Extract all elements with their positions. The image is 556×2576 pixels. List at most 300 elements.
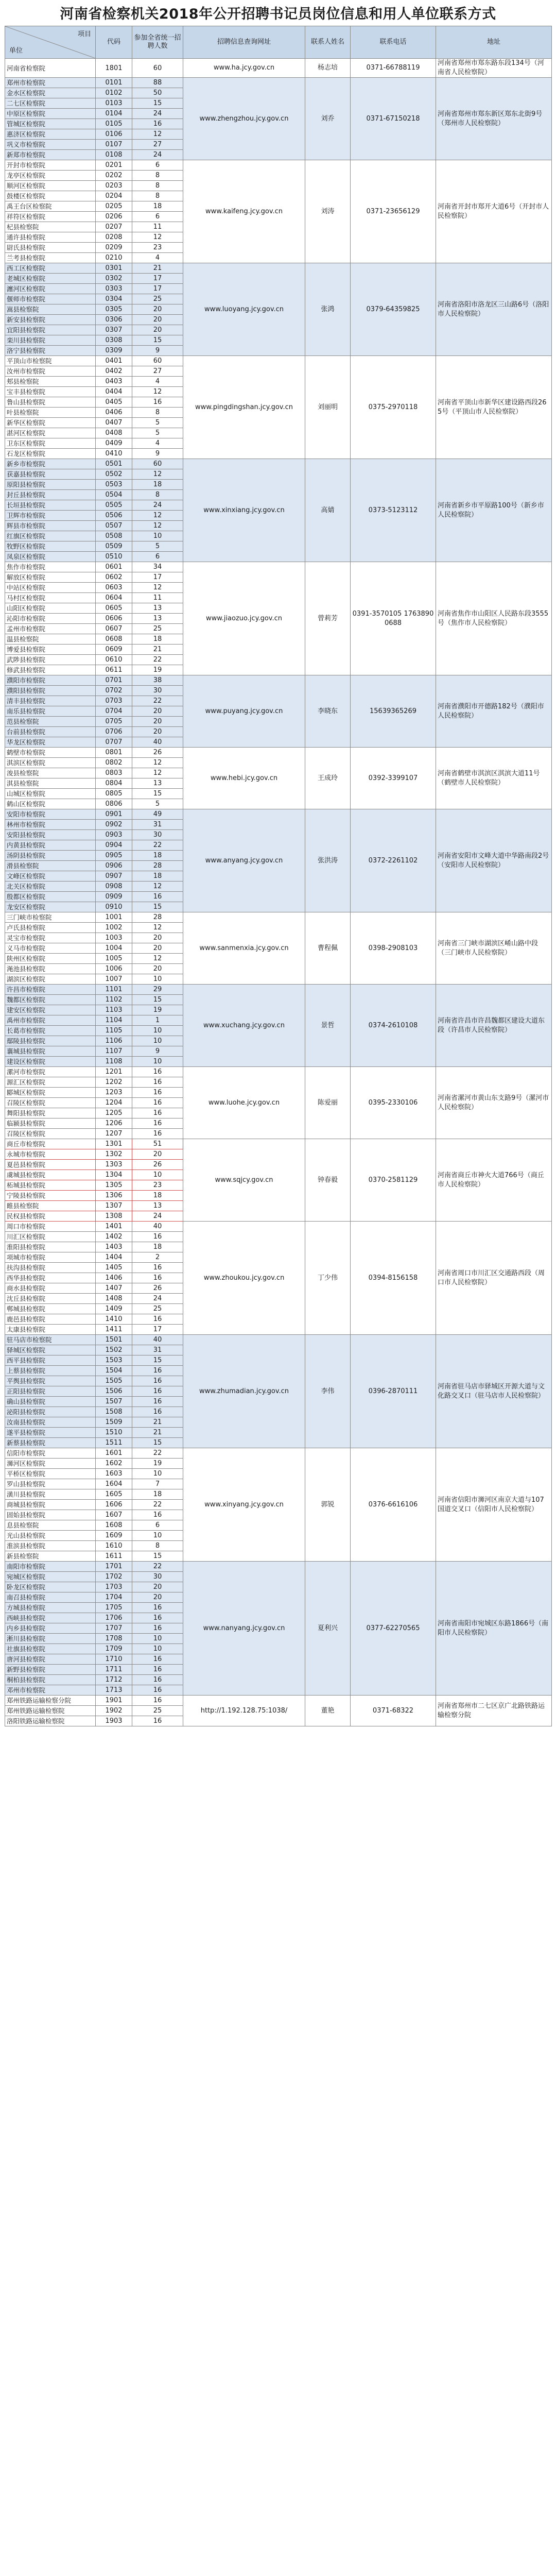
contact-name-cell: 张鸿 <box>305 263 351 356</box>
recruit-count-cell: 20 <box>132 1592 183 1603</box>
contact-phone-cell: 15639365269 <box>351 675 436 748</box>
unit-name-cell: 遂平县检察院 <box>5 1428 96 1438</box>
unit-name-cell: 新安县检察院 <box>5 315 96 325</box>
contact-phone-cell: 0376-6616106 <box>351 1448 436 1562</box>
site-url-cell[interactable]: www.jiaozuo.jcy.gov.cn <box>183 562 305 675</box>
unit-name-cell: 中站区检察院 <box>5 583 96 593</box>
unit-name-cell: 长葛市检察院 <box>5 1026 96 1036</box>
address-cell: 河南省商丘市神火大道766号（商丘市人民检察院） <box>436 1139 552 1222</box>
unit-name-cell: 淇滨区检察院 <box>5 758 96 768</box>
unit-code-cell: 0601 <box>96 562 132 572</box>
recruit-count-cell: 10 <box>132 1644 183 1654</box>
unit-code-cell: 0105 <box>96 119 132 129</box>
header-site: 招聘信息查询网址 <box>183 26 305 59</box>
recruit-count-cell: 12 <box>132 583 183 593</box>
recruit-count-cell: 20 <box>132 304 183 315</box>
unit-code-cell: 1510 <box>96 1428 132 1438</box>
unit-name-cell: 桐柏县检察院 <box>5 1675 96 1685</box>
unit-code-cell: 1409 <box>96 1304 132 1314</box>
unit-name-cell: 陕州区检察院 <box>5 954 96 964</box>
contact-phone-cell: 0391-3570105 17638900688 <box>351 562 436 675</box>
unit-code-cell: 1506 <box>96 1386 132 1397</box>
unit-name-cell: 山城区检察院 <box>5 789 96 799</box>
unit-code-cell: 0606 <box>96 614 132 624</box>
unit-code-cell: 0509 <box>96 541 132 552</box>
unit-code-cell: 1301 <box>96 1139 132 1149</box>
table-row <box>5 675 552 686</box>
recruit-count-cell: 30 <box>132 830 183 840</box>
unit-code-cell: 0607 <box>96 624 132 634</box>
unit-name-cell: 召陵区检察院 <box>5 1129 96 1139</box>
recruit-count-cell: 18 <box>132 1489 183 1500</box>
contact-name-cell: 高婧 <box>305 459 351 562</box>
unit-code-cell: 0506 <box>96 511 132 521</box>
recruit-count-cell: 12 <box>132 521 183 531</box>
recruit-count-cell: 12 <box>132 954 183 964</box>
contact-name-cell: 李晓东 <box>305 675 351 748</box>
header-phone: 联系电话 <box>351 26 436 59</box>
unit-code-cell: 0901 <box>96 809 132 820</box>
recruit-count-cell: 15 <box>132 995 183 1005</box>
recruit-count-cell: 11 <box>132 222 183 232</box>
unit-code-cell: 1902 <box>96 1706 132 1716</box>
unit-name-cell: 三门峡市检察院 <box>5 912 96 923</box>
unit-code-cell: 1503 <box>96 1355 132 1366</box>
site-url-cell[interactable]: www.xuchang.jcy.gov.cn <box>183 985 305 1067</box>
contact-phone-cell: 0394-8156158 <box>351 1222 436 1335</box>
unit-name-cell: 尉氏县检察院 <box>5 243 96 253</box>
unit-name-cell: 上蔡县检察院 <box>5 1366 96 1376</box>
unit-code-cell: 1610 <box>96 1541 132 1551</box>
unit-name-cell: 息县检察院 <box>5 1520 96 1531</box>
recruit-count-cell: 13 <box>132 603 183 614</box>
unit-name-cell: 栾川县检察院 <box>5 335 96 346</box>
unit-code-cell: 1507 <box>96 1397 132 1407</box>
unit-name-cell: 开封市检察院 <box>5 160 96 171</box>
recruit-count-cell: 50 <box>132 88 183 98</box>
site-url-cell[interactable]: www.ha.jcy.gov.cn <box>183 59 305 78</box>
recruit-count-cell: 20 <box>132 727 183 737</box>
unit-name-cell: 周口市检察院 <box>5 1222 96 1232</box>
unit-name-cell: 襄城县检察院 <box>5 1046 96 1057</box>
unit-code-cell: 1207 <box>96 1129 132 1139</box>
unit-name-cell: 管城区检察院 <box>5 119 96 129</box>
recruit-count-cell: 25 <box>132 1304 183 1314</box>
unit-name-cell: 项城市检察院 <box>5 1252 96 1263</box>
contact-name-cell: 郭锐 <box>305 1448 351 1562</box>
recruit-count-cell: 10 <box>132 1634 183 1644</box>
unit-code-cell: 0308 <box>96 335 132 346</box>
recruit-count-cell: 60 <box>132 59 183 78</box>
unit-name-cell: 安阳县检察院 <box>5 830 96 840</box>
unit-code-cell: 0503 <box>96 480 132 490</box>
unit-name-cell: 郏县检察院 <box>5 377 96 387</box>
header-row <box>5 26 552 59</box>
unit-code-cell: 0703 <box>96 696 132 706</box>
unit-code-cell: 0303 <box>96 284 132 294</box>
unit-name-cell: 新县检察院 <box>5 1551 96 1562</box>
unit-name-cell: 新华区检察院 <box>5 418 96 428</box>
unit-code-cell: 1901 <box>96 1696 132 1706</box>
address-cell: 河南省南阳市宛城区东路1866号（南阳市人民检察院） <box>436 1562 552 1696</box>
unit-name-cell: 漯河市检察院 <box>5 1067 96 1077</box>
unit-code-cell: 0305 <box>96 304 132 315</box>
site-url-cell[interactable]: www.xinyang.jcy.gov.cn <box>183 1448 305 1562</box>
unit-code-cell: 0602 <box>96 572 132 583</box>
unit-name-cell: 信阳市检察院 <box>5 1448 96 1459</box>
unit-name-cell: 源汇区检察院 <box>5 1077 96 1088</box>
recruit-count-cell: 12 <box>132 511 183 521</box>
recruit-count-cell: 8 <box>132 191 183 201</box>
unit-code-cell: 1405 <box>96 1263 132 1273</box>
recruit-count-cell: 16 <box>132 1098 183 1108</box>
unit-code-cell: 0510 <box>96 552 132 562</box>
address-cell: 河南省焦作市山阳区人民路东段3555号（焦作市人民检察院） <box>436 562 552 675</box>
recruit-count-cell: 15 <box>132 98 183 109</box>
unit-code-cell: 0805 <box>96 789 132 799</box>
recruit-count-cell: 6 <box>132 552 183 562</box>
unit-name-cell: 卫东区检察院 <box>5 438 96 449</box>
unit-code-cell: 1102 <box>96 995 132 1005</box>
site-url-cell[interactable]: www.hebi.jcy.gov.cn <box>183 748 305 809</box>
unit-code-cell: 0302 <box>96 274 132 284</box>
unit-code-cell: 1106 <box>96 1036 132 1046</box>
recruit-count-cell: 18 <box>132 851 183 861</box>
unit-code-cell: 1504 <box>96 1366 132 1376</box>
recruit-count-cell: 8 <box>132 171 183 181</box>
recruit-count-cell: 16 <box>132 1510 183 1520</box>
unit-name-cell: 郑州市检察院 <box>5 78 96 88</box>
contact-name-cell: 王成玲 <box>305 748 351 809</box>
unit-name-cell: 淇县检察院 <box>5 778 96 789</box>
recruit-count-cell: 24 <box>132 500 183 511</box>
unit-code-cell: 1108 <box>96 1057 132 1067</box>
address-cell: 河南省郑州市郑东路东段134号（河南省人民检察院） <box>436 59 552 78</box>
unit-name-cell: 禹王台区检察院 <box>5 201 96 212</box>
unit-code-cell: 0301 <box>96 263 132 274</box>
unit-name-cell: 石龙区检察院 <box>5 449 96 459</box>
recruit-count-cell: 6 <box>132 212 183 222</box>
unit-code-cell: 0103 <box>96 98 132 109</box>
site-url-cell[interactable]: www.pingdingshan.jcy.gov.cn <box>183 356 305 459</box>
unit-code-cell: 0101 <box>96 78 132 88</box>
unit-name-cell: 濮阳市检察院 <box>5 675 96 686</box>
unit-code-cell: 0504 <box>96 490 132 500</box>
unit-name-cell: 郾城区检察院 <box>5 1088 96 1098</box>
recruit-count-cell: 15 <box>132 1355 183 1366</box>
recruit-count-cell: 16 <box>132 397 183 408</box>
unit-code-cell: 0907 <box>96 871 132 882</box>
recruit-count-cell: 22 <box>132 840 183 851</box>
unit-code-cell: 0210 <box>96 253 132 263</box>
unit-name-cell: 灵宝市检察院 <box>5 933 96 943</box>
unit-name-cell: 内乡县检察院 <box>5 1623 96 1634</box>
unit-code-cell: 0903 <box>96 830 132 840</box>
site-url-cell[interactable]: www.luohe.jcy.gov.cn <box>183 1067 305 1139</box>
contact-name-cell: 杨志培 <box>305 59 351 78</box>
unit-name-cell: 获嘉县检察院 <box>5 469 96 480</box>
unit-name-cell: 偃师市检察院 <box>5 294 96 304</box>
unit-name-cell: 牧野区检察院 <box>5 541 96 552</box>
site-url-cell[interactable]: www.luoyang.jcy.gov.cn <box>183 263 305 356</box>
site-url-cell[interactable]: www.anyang.jcy.gov.cn <box>183 809 305 912</box>
unit-code-cell: 0802 <box>96 758 132 768</box>
site-url-cell[interactable]: www.puyang.jcy.gov.cn <box>183 675 305 748</box>
unit-code-cell: 1509 <box>96 1417 132 1428</box>
unit-code-cell: 1006 <box>96 964 132 974</box>
unit-name-cell: 平舆县检察院 <box>5 1376 96 1386</box>
table-row <box>5 985 552 995</box>
recruit-count-cell: 9 <box>132 449 183 459</box>
recruit-count-cell: 26 <box>132 1160 183 1170</box>
unit-name-cell: 魏都区检察院 <box>5 995 96 1005</box>
recruit-count-cell: 15 <box>132 902 183 912</box>
recruit-count-cell: 18 <box>132 201 183 212</box>
recruit-count-cell: 5 <box>132 418 183 428</box>
recruit-count-cell: 24 <box>132 150 183 160</box>
recruit-count-cell: 40 <box>132 1222 183 1232</box>
recruit-count-cell: 23 <box>132 243 183 253</box>
unit-name-cell: 召陵区检察院 <box>5 1098 96 1108</box>
recruit-count-cell: 23 <box>132 1180 183 1191</box>
unit-code-cell: 0906 <box>96 861 132 871</box>
page-title: 河南省检察机关2018年公开招聘书记员岗位信息和用人单位联系方式 <box>60 6 496 22</box>
recruit-count-cell: 10 <box>132 1036 183 1046</box>
unit-name-cell: 太康县检察院 <box>5 1325 96 1335</box>
recruit-count-cell: 22 <box>132 1562 183 1572</box>
unit-name-cell: 商水县检察院 <box>5 1283 96 1294</box>
unit-code-cell: 1104 <box>96 1015 132 1026</box>
recruit-count-cell: 16 <box>132 1077 183 1088</box>
recruit-count-cell: 4 <box>132 377 183 387</box>
unit-name-cell: 二七区检察院 <box>5 98 96 109</box>
unit-name-cell: 驿城区检察院 <box>5 1345 96 1355</box>
unit-name-cell: 封丘县检察院 <box>5 490 96 500</box>
contact-name-cell: 曹程佩 <box>305 912 351 985</box>
recruit-count-cell: 16 <box>132 1108 183 1118</box>
recruit-count-cell: 10 <box>132 1469 183 1479</box>
table-row <box>5 748 552 758</box>
unit-name-cell: 顺河区检察院 <box>5 181 96 191</box>
unit-name-cell: 山阳区检察院 <box>5 603 96 614</box>
unit-name-cell: 商丘市检察院 <box>5 1139 96 1149</box>
contact-name-cell: 陈爱丽 <box>305 1067 351 1139</box>
recruit-count-cell: 21 <box>132 263 183 274</box>
contact-name-cell: 夏利兴 <box>305 1562 351 1696</box>
unit-code-cell: 1402 <box>96 1232 132 1242</box>
unit-name-cell: 红旗区检察院 <box>5 531 96 541</box>
unit-name-cell: 湛河区检察院 <box>5 428 96 438</box>
unit-code-cell: 0505 <box>96 500 132 511</box>
unit-code-cell: 1410 <box>96 1314 132 1325</box>
recruit-count-cell: 60 <box>132 356 183 366</box>
recruit-count-cell: 16 <box>132 1716 183 1726</box>
unit-code-cell: 1105 <box>96 1026 132 1036</box>
site-url-cell[interactable]: www.sanmenxia.jcy.gov.cn <box>183 912 305 985</box>
contact-phone-cell: 0370-2581129 <box>351 1139 436 1222</box>
table-row <box>5 78 552 88</box>
recruit-count-cell: 88 <box>132 78 183 88</box>
recruit-count-cell: 16 <box>132 1407 183 1417</box>
unit-code-cell: 0803 <box>96 768 132 778</box>
recruit-count-cell: 24 <box>132 1294 183 1304</box>
unit-code-cell: 1005 <box>96 954 132 964</box>
unit-name-cell: 瀍河区检察院 <box>5 284 96 294</box>
recruit-count-cell: 16 <box>132 892 183 902</box>
recruit-count-cell: 12 <box>132 923 183 933</box>
unit-name-cell: 泌阳县检察院 <box>5 1407 96 1417</box>
recruit-count-cell: 19 <box>132 1459 183 1469</box>
unit-name-cell: 平桥区检察院 <box>5 1469 96 1479</box>
unit-code-cell: 1205 <box>96 1108 132 1118</box>
unit-name-cell: 清丰县检察院 <box>5 696 96 706</box>
recruit-count-cell: 16 <box>132 1376 183 1386</box>
unit-name-cell: 渑池县检察院 <box>5 964 96 974</box>
address-cell: 河南省郑州市二七区京广北路铁路运输检察分院 <box>436 1696 552 1726</box>
contact-phone-cell: 0373-5123112 <box>351 459 436 562</box>
unit-name-cell: 博爱县检察院 <box>5 645 96 655</box>
unit-name-cell: 原阳县检察院 <box>5 480 96 490</box>
recruit-count-cell: 9 <box>132 346 183 356</box>
recruit-count-cell: 17 <box>132 284 183 294</box>
address-cell: 河南省周口市川汇区交通路西段（周口市人民检察院） <box>436 1222 552 1335</box>
unit-name-cell: 洛宁县检察院 <box>5 346 96 356</box>
site-url-cell[interactable]: www.kaifeng.jcy.gov.cn <box>183 160 305 263</box>
table-row <box>5 562 552 572</box>
unit-name-cell: 扶沟县检察院 <box>5 1263 96 1273</box>
table-row <box>5 356 552 366</box>
address-cell: 河南省新乡市平原路100号（新乡市人民检察院） <box>436 459 552 562</box>
unit-code-cell: 1607 <box>96 1510 132 1520</box>
recruit-count-cell: 16 <box>132 1665 183 1675</box>
recruit-count-cell: 16 <box>132 1067 183 1077</box>
unit-code-cell: 0801 <box>96 748 132 758</box>
site-url-cell[interactable]: www.zhumadian.jcy.gov.cn <box>183 1335 305 1448</box>
recruit-count-cell: 20 <box>132 706 183 717</box>
unit-name-cell: 辉县市检察院 <box>5 521 96 531</box>
contact-phone-cell: 0371-23656129 <box>351 160 436 263</box>
unit-code-cell: 1306 <box>96 1191 132 1201</box>
recruit-count-cell: 17 <box>132 572 183 583</box>
unit-code-cell: 0608 <box>96 634 132 645</box>
recruit-count-cell: 17 <box>132 1325 183 1335</box>
unit-name-cell: 长垣县检察院 <box>5 500 96 511</box>
unit-name-cell: 温县检察院 <box>5 634 96 645</box>
unit-name-cell: 宜阳县检察院 <box>5 325 96 335</box>
contact-name-cell: 李伟 <box>305 1335 351 1448</box>
site-url-cell[interactable]: www.nanyang.jcy.gov.cn <box>183 1562 305 1696</box>
recruit-count-cell: 12 <box>132 882 183 892</box>
unit-code-cell: 1404 <box>96 1252 132 1263</box>
contact-phone-cell: 0392-3399107 <box>351 748 436 809</box>
recruit-count-cell: 5 <box>132 799 183 809</box>
recruit-count-cell: 51 <box>132 1139 183 1149</box>
unit-name-cell: 汝州市检察院 <box>5 366 96 377</box>
unit-name-cell: 正阳县检察院 <box>5 1386 96 1397</box>
unit-name-cell: 汤阴县检察院 <box>5 851 96 861</box>
contact-phone-cell: 0379-64359825 <box>351 263 436 356</box>
unit-code-cell: 1206 <box>96 1118 132 1129</box>
recruit-count-cell: 15 <box>132 1438 183 1448</box>
site-url-cell[interactable]: http://1.192.128.75:1038/ <box>183 1696 305 1726</box>
unit-name-cell: 西工区检察院 <box>5 263 96 274</box>
recruit-count-cell: 26 <box>132 1283 183 1294</box>
unit-code-cell: 1007 <box>96 974 132 985</box>
unit-code-cell: 0208 <box>96 232 132 243</box>
unit-name-cell: 新乡市检察院 <box>5 459 96 469</box>
recruit-count-cell: 19 <box>132 665 183 675</box>
unit-code-cell: 1707 <box>96 1623 132 1634</box>
unit-code-cell: 1903 <box>96 1716 132 1726</box>
recruit-count-cell: 4 <box>132 253 183 263</box>
unit-code-cell: 1704 <box>96 1592 132 1603</box>
unit-name-cell: 虞城县检察院 <box>5 1170 96 1180</box>
recruit-count-cell: 20 <box>132 943 183 954</box>
unit-name-cell: 殷都区检察院 <box>5 892 96 902</box>
recruit-count-cell: 5 <box>132 541 183 552</box>
unit-name-cell: 龙安区检察院 <box>5 902 96 912</box>
recruit-count-cell: 17 <box>132 274 183 284</box>
recruit-count-cell: 27 <box>132 366 183 377</box>
recruit-count-cell: 21 <box>132 1428 183 1438</box>
unit-name-cell: 睢县检察院 <box>5 1201 96 1211</box>
recruit-count-cell: 12 <box>132 469 183 480</box>
site-url-cell[interactable]: www.sqjcy.gov.cn <box>183 1139 305 1222</box>
recruit-count-cell: 40 <box>132 737 183 748</box>
recruitment-table <box>5 26 552 1726</box>
unit-code-cell: 1303 <box>96 1160 132 1170</box>
unit-code-cell: 1002 <box>96 923 132 933</box>
unit-name-cell: 建安区检察院 <box>5 1005 96 1015</box>
unit-code-cell: 1505 <box>96 1376 132 1386</box>
unit-code-cell: 0409 <box>96 438 132 449</box>
page <box>5 0 551 1726</box>
site-url-cell[interactable]: www.zhoukou.jcy.gov.cn <box>183 1222 305 1335</box>
recruit-count-cell: 19 <box>132 1005 183 1015</box>
address-cell: 河南省漯河市黄山东支路9号（漯河市人民检察院） <box>436 1067 552 1139</box>
contact-name-cell: 刘乔 <box>305 78 351 160</box>
recruit-count-cell: 16 <box>132 1613 183 1623</box>
unit-name-cell: 台前县检察院 <box>5 727 96 737</box>
unit-name-cell: 淅川县检察院 <box>5 1634 96 1644</box>
unit-name-cell: 惠济区检察院 <box>5 129 96 140</box>
recruit-count-cell: 34 <box>132 562 183 572</box>
site-url-cell[interactable]: www.zhengzhou.jcy.gov.cn <box>183 78 305 160</box>
site-url-cell[interactable]: www.xinxiang.jcy.gov.cn <box>183 459 305 562</box>
unit-code-cell: 1706 <box>96 1613 132 1623</box>
recruit-count-cell: 27 <box>132 140 183 150</box>
unit-name-cell: 龙亭区检察院 <box>5 171 96 181</box>
recruit-count-cell: 20 <box>132 933 183 943</box>
recruit-count-cell: 16 <box>132 1696 183 1706</box>
recruit-count-cell: 13 <box>132 778 183 789</box>
recruit-count-cell: 8 <box>132 490 183 500</box>
header-num: 参加全省统一招聘人数 <box>132 26 183 59</box>
unit-code-cell: 1307 <box>96 1201 132 1211</box>
unit-name-cell: 鹿邑县检察院 <box>5 1314 96 1325</box>
recruit-count-cell: 7 <box>132 1479 183 1489</box>
recruit-count-cell: 10 <box>132 531 183 541</box>
table-row <box>5 263 552 274</box>
table-row <box>5 1448 552 1459</box>
unit-code-cell: 1406 <box>96 1273 132 1283</box>
unit-code-cell: 1003 <box>96 933 132 943</box>
address-cell: 河南省平顶山市新华区建设路西段265号（平顶山市人民检察院） <box>436 356 552 459</box>
unit-name-cell: 方城县检察院 <box>5 1603 96 1613</box>
recruit-count-cell: 31 <box>132 1345 183 1355</box>
table-row <box>5 160 552 171</box>
unit-code-cell: 0702 <box>96 686 132 696</box>
